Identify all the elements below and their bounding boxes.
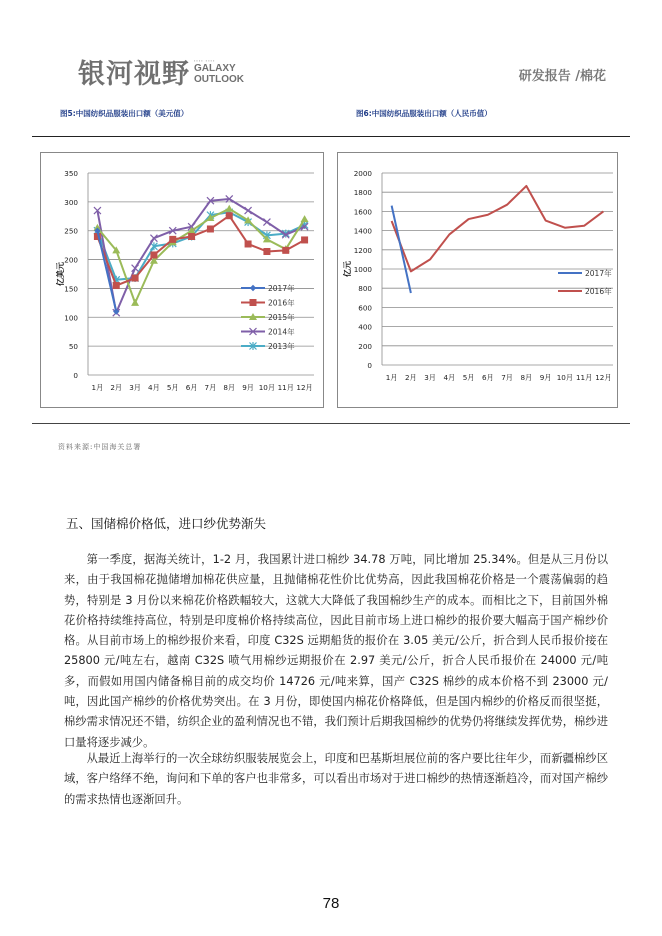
figure-top-rule [32, 136, 630, 137]
data-point [188, 233, 195, 240]
data-point [250, 299, 257, 306]
y-tick-label: 0 [73, 371, 78, 380]
chart-usd-svg [41, 153, 323, 407]
y-tick-label: 50 [68, 342, 78, 352]
y-tick-label: 100 [64, 313, 78, 323]
x-tick-label: 2月 [404, 373, 417, 382]
data-point [207, 225, 214, 232]
x-tick-label: 5月 [462, 373, 475, 382]
data-point [263, 219, 270, 226]
x-tick-label: 3月 [424, 373, 437, 382]
x-tick-label: 2月 [110, 383, 123, 392]
data-point [245, 207, 252, 214]
x-tick-label: 1月 [385, 373, 398, 382]
logo-en-line1: GALAXY [194, 63, 236, 74]
legend-label: 2017年 [268, 284, 295, 293]
x-tick-label: 4月 [148, 383, 160, 392]
figure6-title: 图6:中国纺织品服装出口额（人民币值） [356, 109, 492, 118]
x-tick-label: 5月 [166, 383, 179, 392]
y-tick-label: 350 [64, 169, 78, 178]
chart-usd-exports [40, 152, 324, 408]
body-paragraph: 第一季度，据海关统计，1-2 月，我国累计进口棉纱 34.78 万吨，同比增加 25.34%。但是从三月份以来，由于我国棉花抛储增加棉花供应量，且抛储棉花性价比优势高，因此我国棉花价格是一个震荡偏弱的趋势，特别是 3 月份以来棉花价格跌幅较大，这就大大降低了我国棉纱生产的成本。而相比之下，目前国外棉花价格持续维持高位，特别是印度棉价格持续高位，因此目前市场上进口棉纱的报价要大幅高于国产棉纱价格。从目前市场上的棉纱报价来看，印度 C32S 远期船货的报价在 3.05 美元/公斤，折合到人民币报价接在 25800 元/吨左右，越南 C32S 喷气用棉纱远期报价在 2.97 美元/公斤，折合人民币报价在 24000 元/吨多，而假如用国内储备棉目前的成交均价 14726 元/吨来算，国产 C32S 棉纱的成本价格不到 23000 元/吨，因此国产棉纱的价格优势突出。在 3 月份，即使国内棉花价格降低，但是国内棉纱的价格反而很坚挺，棉纱需求情况还不错，纺织企业的盈利情况也不错，我们预计后期我国棉纱的优势仍将继续发挥优势，棉纱进口量将逐步减少。 [64, 553, 608, 749]
report-category-label: 研发报告 /棉花 [518, 69, 606, 84]
x-tick-label: 8月 [520, 373, 533, 382]
galaxy-outlook-logo [78, 52, 244, 91]
y-tick-label: 2000 [353, 169, 372, 178]
x-tick-label: 6月 [481, 373, 494, 382]
x-tick-label: 6月 [185, 383, 198, 392]
section-heading: 五、国储棉价格低，进口纱优势渐失 [66, 516, 267, 531]
series-line-2017年 [392, 206, 411, 293]
x-tick-label: 7月 [204, 383, 217, 392]
legend-label: 2015年 [268, 313, 295, 322]
data-point [169, 236, 176, 243]
data-point [263, 248, 270, 255]
page-number: 78 [322, 895, 340, 912]
data-point [131, 299, 139, 306]
y-tick-label: 1200 [353, 245, 372, 255]
data-point [225, 205, 233, 212]
logo-english-text [194, 58, 244, 85]
y-axis-title: 亿元 [343, 261, 352, 277]
y-axis-title: 亿美元 [56, 262, 65, 286]
figure5-title: 图5:中国纺织品服装出口额（美元值） [60, 109, 189, 118]
chart-rmb-svg [338, 153, 617, 407]
x-tick-label: 10月 [556, 373, 574, 382]
legend-label: 2016年 [585, 287, 612, 296]
logo-chinese-text: 银河视野 [78, 59, 190, 90]
x-tick-label: 9月 [242, 383, 254, 392]
data-point [301, 236, 308, 243]
legend-label: 2013年 [268, 342, 295, 351]
data-point [245, 240, 252, 247]
x-tick-label: 4月 [443, 373, 456, 382]
x-tick-label: 10月 [258, 383, 276, 392]
y-tick-label: 200 [64, 255, 78, 265]
y-tick-label: 0 [367, 361, 372, 370]
data-point [132, 275, 139, 282]
series-line-2013年 [97, 212, 304, 280]
data-point [150, 251, 157, 258]
x-tick-label: 12月 [595, 373, 612, 382]
y-tick-label: 1800 [353, 188, 372, 198]
x-tick-label: 3月 [129, 383, 141, 392]
logo-dots: ▪▪▪▪ ▪▪▪▪ [194, 58, 216, 63]
data-point [113, 282, 120, 289]
logo-en-line2: OUTLOOK [194, 74, 244, 85]
chart-rmb-exports [337, 152, 618, 408]
x-tick-label: 11月 [277, 383, 294, 392]
source-note: 资料来源:中国海关总署 [58, 443, 142, 451]
data-point [282, 247, 289, 254]
y-tick-label: 1600 [353, 207, 372, 217]
y-tick-label: 200 [358, 341, 372, 351]
legend-label: 2014年 [268, 327, 295, 337]
y-tick-label: 600 [358, 303, 372, 313]
x-tick-label: 12月 [296, 383, 313, 392]
legend-label: 2016年 [268, 298, 295, 308]
x-tick-label: 1月 [91, 383, 104, 392]
figure-bottom-rule [32, 423, 630, 424]
x-tick-label: 11月 [575, 373, 593, 382]
body-paragraph: 从最近上海举行的一次全球纺织服装展览会上，印度和巴基斯坦展位前的客户要比往年少，而新疆棉纱区域，客户络绎不绝，询问和下单的客户也非常多，可以看出市场对于进口棉纱的热情逐渐趋冷，而对国产棉纱的需求热情也逐渐回升。 [64, 752, 608, 806]
y-tick-label: 300 [64, 197, 78, 207]
x-tick-label: 8月 [223, 383, 236, 392]
x-tick-label: 7月 [501, 373, 514, 382]
x-tick-label: 9月 [539, 373, 552, 382]
y-tick-label: 1000 [353, 265, 372, 274]
y-tick-label: 150 [64, 284, 78, 294]
data-point [301, 215, 309, 222]
data-point [226, 212, 233, 219]
y-tick-label: 1400 [353, 226, 372, 236]
y-tick-label: 400 [358, 322, 372, 332]
y-tick-label: 800 [358, 284, 372, 294]
y-tick-label: 250 [64, 226, 78, 236]
series-line-2016年 [392, 186, 604, 271]
legend-label: 2017年 [585, 269, 612, 278]
